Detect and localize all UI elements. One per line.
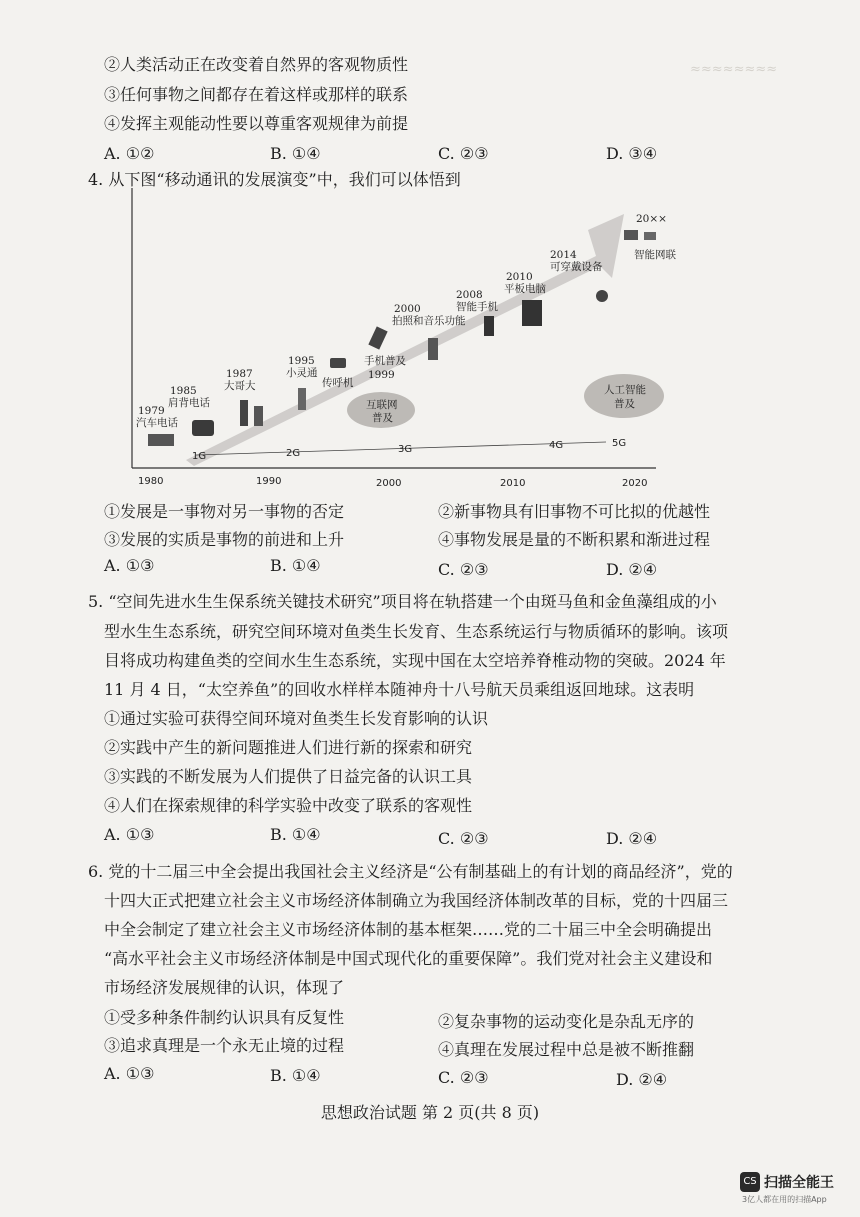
q5-stem-line-2: 型水生生态系统，研究空间环境对鱼类生长发育、生态系统运行与物质循环的影响。该项 [104, 622, 729, 641]
bubble-ai [584, 374, 664, 418]
phs-phone-icon [298, 388, 306, 410]
q3-option-c: C. ②③ [438, 144, 489, 163]
mobile-evolution-figure [126, 188, 676, 489]
x-tick-2020: 2020 [622, 478, 648, 489]
smartphone-icon [484, 316, 494, 336]
car-phone-icon [148, 434, 174, 446]
q4-option-a: A. ①③ [104, 556, 155, 575]
q4-option-c: C. ②③ [438, 560, 489, 579]
gen-2g: 2G [286, 448, 301, 459]
event-1985-name: 肩背电话 [168, 397, 210, 409]
gen-5g: 5G [612, 438, 627, 449]
q5-item-3: ③实践的不断发展为人们提供了日益完备的认识工具 [104, 767, 473, 786]
page-footer: 思想政治试题 第 2 页(共 8 页) [320, 1103, 540, 1122]
q4-item-2: ②新事物具有旧事物不可比拟的优越性 [438, 502, 711, 521]
event-2014-year: 2014 [550, 249, 577, 261]
scanner-tagline: 3亿人都在用的扫描App [742, 1195, 827, 1204]
event-1985-year: 1985 [170, 385, 197, 397]
x-tick-1990: 1990 [256, 476, 282, 487]
event-1999-name: 手机普及 [364, 355, 406, 367]
brick-phone-icon [240, 400, 248, 426]
event-1999-year: 1999 [368, 369, 395, 381]
q4-option-d: D. ②④ [606, 560, 658, 579]
bubble-ai-label-2: 普及 [614, 398, 635, 410]
event-2000-name: 拍照和音乐功能 [392, 315, 466, 327]
x-tick-2000: 2000 [376, 478, 402, 489]
bubble-ai-label-1: 人工智能 [604, 384, 646, 396]
event-1987-year: 1987 [226, 368, 253, 380]
event-2010-name: 平板电脑 [504, 283, 546, 295]
q3-option-a: A. ①② [104, 144, 155, 163]
event-2008-name: 智能手机 [456, 301, 498, 313]
q5-option-c: C. ②③ [438, 829, 489, 848]
event-future-name: 智能网联 [634, 249, 676, 261]
q3-option-d: D. ③④ [606, 144, 658, 163]
q5-stem-line-1: 5. “空间先进水生生保系统关键技术研究”项目将在轨搭建一个由斑马鱼和金鱼藻组成的小 [88, 592, 717, 611]
x-tick-1980: 1980 [138, 476, 164, 487]
scanner-logo-icon: CS [740, 1172, 760, 1192]
q6-stem-line-3: 中全会制定了建立社会主义市场经济体制的基本框架……党的二十届三中全会明确提出 [104, 920, 713, 939]
tablet-icon [522, 300, 542, 326]
event-1979-year: 1979 [138, 405, 165, 417]
q5-stem-line-3: 目将成功构建鱼类的空间水生生态系统，实现中国在太空培养脊椎动物的突破。2024 年 [104, 651, 726, 670]
event-2008-year: 2008 [456, 289, 483, 301]
pager-icon [330, 358, 346, 368]
q5-item-1: ①通过实验可获得空间环境对鱼类生长发育影响的认识 [104, 709, 489, 728]
event-1987-name: 大哥大 [224, 380, 256, 392]
q6-option-a: A. ①③ [104, 1064, 155, 1083]
bleed-through: ≈≈≈≈≈≈≈≈ [690, 62, 778, 77]
event-1979-name: 汽车电话 [136, 417, 178, 429]
event-1995-name: 小灵通 [286, 367, 318, 379]
bubble-internet-label-1: 互联网 [366, 399, 398, 411]
scanner-name: 扫描全能王 [764, 1175, 834, 1191]
wearable-icon [596, 290, 608, 302]
q6-option-c: C. ②③ [438, 1068, 489, 1087]
q5-option-d: D. ②④ [606, 829, 658, 848]
music-phone-icon [428, 338, 438, 360]
q5-option-a: A. ①③ [104, 825, 155, 844]
backpack-phone-icon [192, 420, 214, 436]
mobile-phone-icon [368, 326, 387, 349]
event-1995-year: 1995 [288, 355, 315, 367]
gen-4g: 4G [549, 440, 564, 451]
q6-stem-line-1: 6. 党的十二届三中全会提出我国社会主义经济是“公有制基础上的有计划的商品经济”，党的 [88, 862, 733, 881]
q5-stem-line-4: 11 月 4 日，“太空养鱼”的回收水样样本随神舟十八号航天员乘组返回地球。这表明 [104, 680, 695, 699]
event-2010-year: 2010 [506, 271, 533, 283]
q6-item-3: ③追求真理是一个永无止境的过程 [104, 1036, 345, 1055]
event-pager-name: 传呼机 [322, 377, 354, 389]
event-future-year: 20×× [636, 213, 667, 225]
gen-1g: 1G [192, 451, 207, 462]
q3-item-2: ②人类活动正在改变着自然界的客观物质性 [104, 55, 409, 74]
q4-option-b: B. ①④ [270, 556, 321, 575]
q6-stem-line-5: 市场经济发展规律的认识，体现了 [104, 978, 345, 997]
scanner-watermark [740, 1170, 850, 1210]
q6-option-d: D. ②④ [616, 1070, 668, 1089]
q4-item-4: ④事物发展是量的不断积累和渐进过程 [438, 530, 711, 549]
x-tick-2010: 2010 [500, 478, 526, 489]
q3-item-3: ③任何事物之间都存在着这样或那样的联系 [104, 85, 409, 104]
bubble-internet-label-2: 普及 [372, 412, 393, 424]
device-icon [644, 232, 656, 240]
brick-phone-icon-2 [254, 406, 263, 426]
q3-item-4: ④发挥主观能动性要以尊重客观规律为前提 [104, 114, 409, 133]
q4-item-1: ①发展是一事物对另一事物的否定 [104, 502, 345, 521]
q4-item-3: ③发展的实质是事物的前进和上升 [104, 530, 345, 549]
q5-option-b: B. ①④ [270, 825, 321, 844]
q6-stem-line-2: 十四大正式把建立社会主义市场经济体制确立为我国经济体制改革的目标，党的十四届三 [104, 891, 729, 910]
q6-item-4: ④真理在发展过程中总是被不断推翻 [438, 1040, 695, 1059]
q5-item-2: ②实践中产生的新问题推进人们进行新的探索和研究 [104, 738, 473, 757]
q4-stem: 4. 从下图“移动通讯的发展演变”中，我们可以体悟到 [88, 170, 461, 189]
q6-item-2: ②复杂事物的运动变化是杂乱无序的 [438, 1012, 695, 1031]
event-2000-year: 2000 [394, 303, 421, 315]
q6-item-1: ①受多种条件制约认识具有反复性 [104, 1008, 345, 1027]
q6-stem-line-4: “高水平社会主义市场经济体制是中国式现代化的重要保障”。我们党对社会主义建设和 [104, 949, 713, 968]
q6-option-b: B. ①④ [270, 1066, 321, 1085]
connected-car-icon [624, 230, 638, 240]
q5-item-4: ④人们在探索规律的科学实验中改变了联系的客观性 [104, 796, 473, 815]
gen-3g: 3G [398, 444, 413, 455]
event-2014-name: 可穿戴设备 [550, 261, 603, 273]
q3-option-b: B. ①④ [270, 144, 321, 163]
